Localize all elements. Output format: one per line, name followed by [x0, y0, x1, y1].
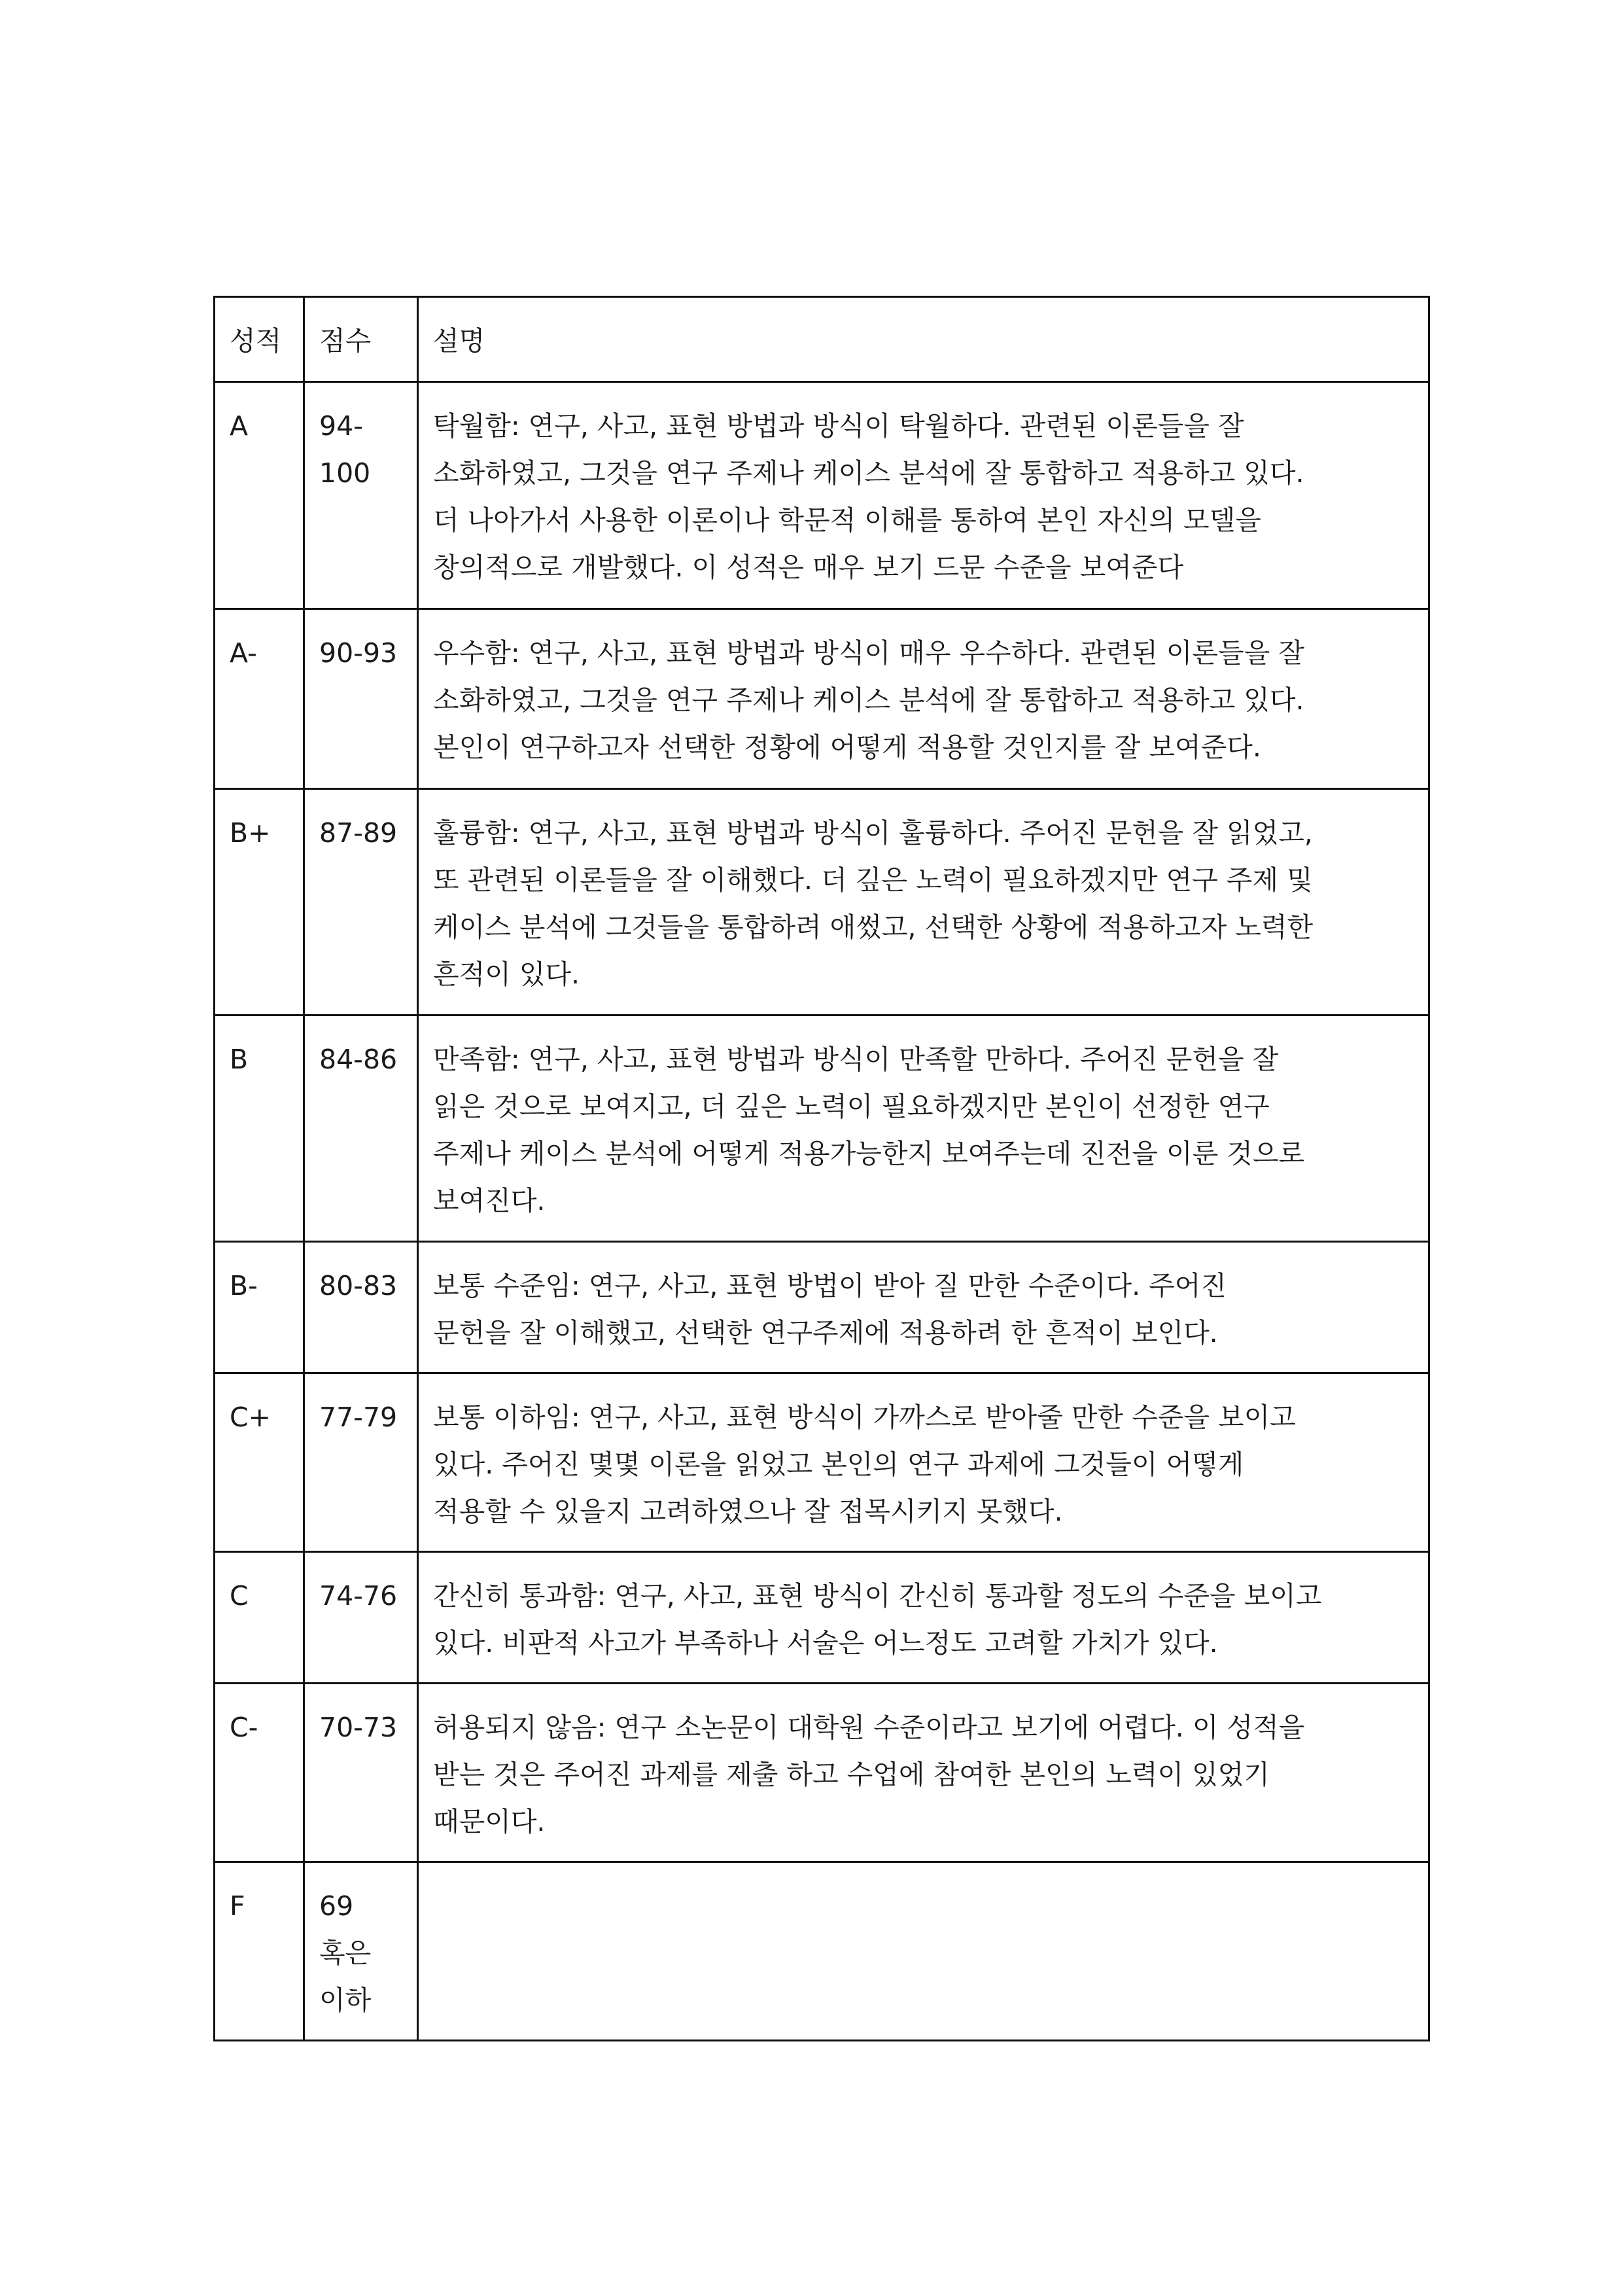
description-line: 케이스 분석에 그것들을 통합하려 애썼고, 선택한 상황에 적용하고자 노력한 [433, 911, 1314, 943]
table-row-c-plus [215, 1373, 1429, 1552]
description-line: 우수함: 연구, 사고, 표현 방법과 방식이 매우 우수하다. 관련된 이론들을 잘 [433, 637, 1304, 669]
description-line: 본인이 연구하고자 선택한 정황에 어떻게 적용할 것인지를 잘 보여준다. [433, 732, 1261, 763]
header-grade: 성적 [215, 297, 304, 382]
score-cell: 84-86 [304, 1016, 418, 1242]
grade-cell: C- [215, 1684, 304, 1862]
grade-cell: F [215, 1862, 304, 2041]
description-cell [418, 1684, 1429, 1862]
description-line: 훌륭함: 연구, 사고, 표현 방법과 방식이 훌륭하다. 주어진 문헌을 잘 읽었고, [433, 817, 1313, 849]
description-line: 보통 이하임: 연구, 사고, 표현 방식이 가까스로 받아줄 만한 수준을 보이고 [433, 1402, 1296, 1433]
grading-table [213, 296, 1430, 2041]
description-line: 있다. 주어진 몇몇 이론을 읽었고 본인의 연구 과제에 그것들이 어떻게 [433, 1449, 1244, 1480]
grade-cell: A- [215, 609, 304, 789]
table-row-b-plus [215, 789, 1429, 1016]
header-score: 점수 [304, 297, 418, 382]
score-cell: 94- 100 [304, 382, 418, 609]
score-cell: 80-83 [304, 1242, 418, 1373]
table-row-c [215, 1552, 1429, 1684]
description-line: 흔적이 있다. [433, 959, 580, 990]
grade-cell: C+ [215, 1373, 304, 1552]
score-cell: 69 혹은 이하 [304, 1862, 418, 2041]
description-cell [418, 1862, 1429, 2041]
description-line: 소화하였고, 그것을 연구 주제나 케이스 분석에 잘 통합하고 적용하고 있다. [433, 457, 1304, 489]
grade-cell: B- [215, 1242, 304, 1373]
description-line: 문헌을 잘 이해했고, 선택한 연구주제에 적용하려 한 흔적이 보인다. [433, 1317, 1218, 1349]
header-description: 설명 [418, 297, 1429, 382]
description-line: 소화하였고, 그것을 연구 주제나 케이스 분석에 잘 통합하고 적용하고 있다. [433, 684, 1304, 716]
table-row-a-minus [215, 609, 1429, 789]
score-cell: 70-73 [304, 1684, 418, 1862]
grade-cell: B+ [215, 789, 304, 1016]
header-row [215, 297, 1429, 382]
description-line: 더 나아가서 사용한 이론이나 학문적 이해를 통하여 본인 자신의 모델을 [433, 504, 1261, 536]
description-line: 보여진다. [433, 1185, 546, 1216]
score-cell: 74-76 [304, 1552, 418, 1684]
score-cell: 77-79 [304, 1373, 418, 1552]
description-line: 창의적으로 개발했다. 이 성적은 매우 보기 드문 수준을 보여준다 [433, 552, 1184, 583]
description-cell [418, 609, 1429, 789]
description-line: 때문이다. [433, 1806, 546, 1837]
score-cell: 87-89 [304, 789, 418, 1016]
description-cell [418, 789, 1429, 1016]
description-line: 읽은 것으로 보여지고, 더 깊은 노력이 필요하겠지만 본인이 선정한 연구 [433, 1091, 1270, 1122]
score-cell: 90-93 [304, 609, 418, 789]
table-row-b-minus [215, 1242, 1429, 1373]
description-line: 보통 수준임: 연구, 사고, 표현 방법이 받아 질 만한 수준이다. 주어진 [433, 1270, 1227, 1301]
table-row-a [215, 382, 1429, 609]
description-line: 탁월함: 연구, 사고, 표현 방법과 방식이 탁월하다. 관련된 이론들을 잘 [433, 410, 1244, 442]
description-line: 간신히 통과함: 연구, 사고, 표현 방식이 간신히 통과할 정도의 수준을 보이고 [433, 1580, 1322, 1612]
description-line: 받는 것은 주어진 과제를 제출 하고 수업에 참여한 본인의 노력이 있었기 [433, 1759, 1270, 1790]
description-line: 주제나 케이스 분석에 어떻게 적용가능한지 보여주는데 진전을 이룬 것으로 [433, 1138, 1305, 1169]
grade-cell: C [215, 1552, 304, 1684]
table-row-f [215, 1862, 1429, 2041]
description-line: 적용할 수 있을지 고려하였으나 잘 접목시키지 못했다. [433, 1496, 1063, 1527]
table-row-b [215, 1016, 1429, 1242]
description-line: 있다. 비판적 사고가 부족하나 서술은 어느정도 고려할 가치가 있다. [433, 1627, 1218, 1659]
table-row-c-minus [215, 1684, 1429, 1862]
description-line: 만족함: 연구, 사고, 표현 방법과 방식이 만족할 만하다. 주어진 문헌을 잘 [433, 1044, 1279, 1075]
description-cell [418, 382, 1429, 609]
description-cell [418, 1242, 1429, 1373]
description-line: 허용되지 않음: 연구 소논문이 대학원 수준이라고 보기에 어렵다. 이 성적을 [433, 1712, 1305, 1743]
description-cell [418, 1016, 1429, 1242]
description-line: 또 관련된 이론들을 잘 이해했다. 더 깊은 노력이 필요하겠지만 연구 주제 및 [433, 864, 1313, 896]
grade-cell: B [215, 1016, 304, 1242]
grade-cell: A [215, 382, 304, 609]
description-cell [418, 1373, 1429, 1552]
description-cell [418, 1552, 1429, 1684]
